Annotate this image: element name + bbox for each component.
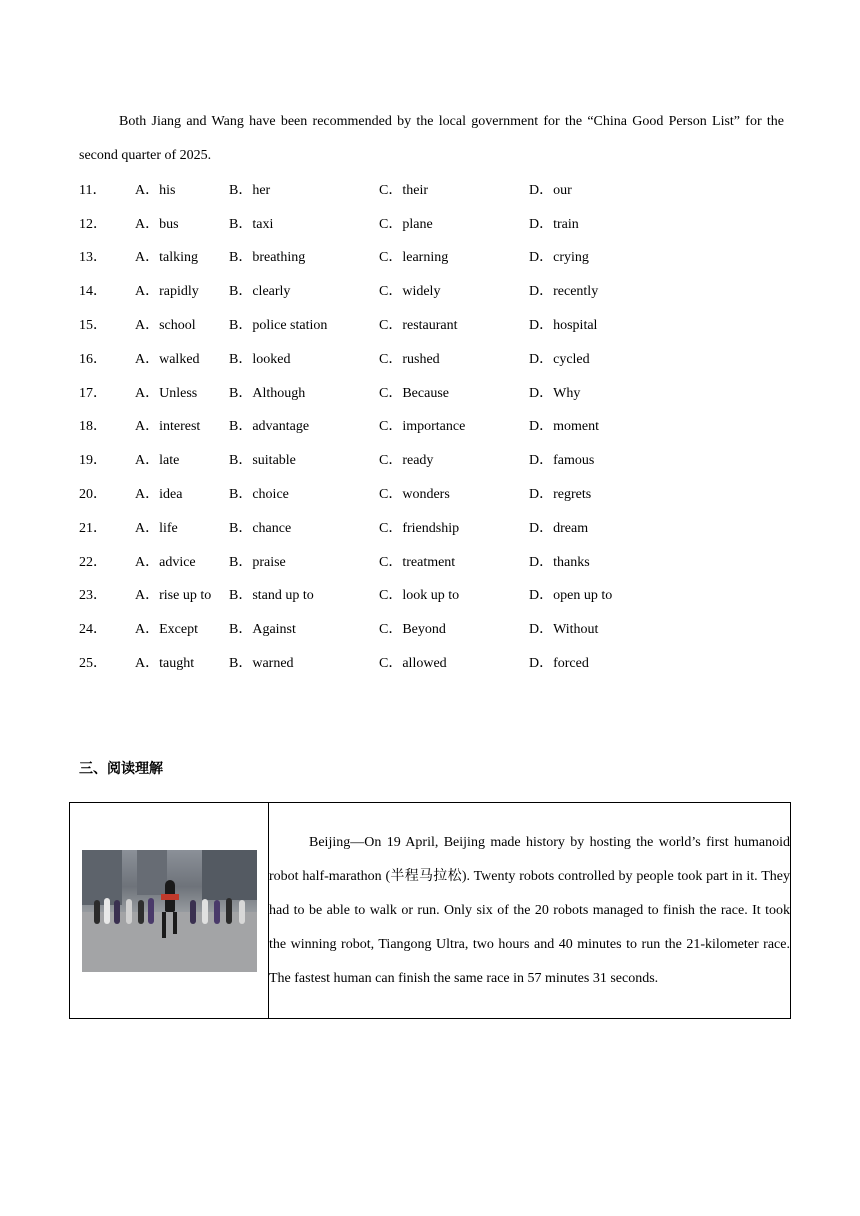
option-c: C．learning [379,250,449,266]
option-b: B．warned [229,656,294,672]
question-row [79,375,779,409]
option-b: B．advantage [229,419,310,435]
option-a: A．taught [135,656,195,672]
option-c: C．wonders [379,487,450,503]
option-b: B．Against [229,622,296,638]
option-a: A．life [135,520,178,536]
option-d: D．train [529,216,579,232]
option-b: B．breathing [229,250,306,266]
reading-passage: Beijing—On 19 April, Beijing made history by hosting the world’s first humanoid robot half-marathon (半程马拉松). Twenty robots controlled by people took part in it. They had to be able to walk or run. Only six of the 20 robots managed to finish the race. It took the winning robot, Tiangong Ultra, two hours and 40 minutes to run the 21-kilometer race. The fastest human can finish the same race in 57 minutes 31 seconds. [269,834,790,986]
option-d: D．open up to [529,588,613,604]
question-number: 11． [79,182,107,198]
option-b: B．taxi [229,216,274,232]
option-d: D．hospital [529,318,598,334]
option-a: A．rise up to [135,588,212,604]
option-a: A．Except [135,622,198,638]
option-d: D．thanks [529,554,590,570]
option-b: B．praise [229,554,286,570]
option-a: A．talking [135,250,198,266]
question-number: 16． [79,351,107,367]
option-b: B．clearly [229,284,291,300]
option-b: B．stand up to [229,588,314,604]
option-a: A．interest [135,419,201,435]
question-row [79,273,779,307]
question-row [79,172,779,206]
question-number: 21． [79,520,107,536]
option-d: D．famous [529,453,595,469]
question-row [79,341,779,375]
question-row [79,611,779,645]
option-b: B．looked [229,351,291,367]
passage-cell [269,803,791,1019]
question-row [79,307,779,341]
question-row [79,544,779,578]
question-row [79,206,779,240]
question-number: 19． [79,453,107,469]
option-a: A．his [135,182,176,198]
option-c: C．Because [379,385,449,401]
option-d: D．forced [529,656,589,672]
question-number: 17． [79,385,107,401]
question-number: 25． [79,656,107,672]
option-d: D．regrets [529,487,592,503]
option-c: C．ready [379,453,434,469]
option-c: C．rushed [379,351,440,367]
question-number: 24． [79,622,107,638]
option-b: B．Although [229,385,306,401]
option-a: A．school [135,318,196,334]
option-c: C．look up to [379,588,460,604]
question-number: 13． [79,250,107,266]
option-d: D．moment [529,419,599,435]
question-row [79,240,779,274]
question-row [79,409,779,443]
option-b: B．her [229,182,271,198]
option-d: D．dream [529,520,589,536]
option-c: C．widely [379,284,441,300]
question-number: 20． [79,487,107,503]
intro-text: Both Jiang and Wang have been recommended by the local government for the “China Good Person List” for the second quarter of 2025. [79,114,784,163]
question-number: 18． [79,419,107,435]
option-c: C．Beyond [379,622,446,638]
question-row [79,476,779,510]
section-title: 三、阅读理解 [79,761,163,777]
option-c: C．plane [379,216,433,232]
question-number: 14． [79,284,107,300]
option-a: A．rapidly [135,284,199,300]
question-row [79,645,779,679]
question-row [79,578,779,612]
option-a: A．advice [135,554,196,570]
option-c: C．importance [379,419,466,435]
option-a: A．late [135,453,180,469]
option-c: C．allowed [379,656,447,672]
question-number: 12． [79,216,107,232]
option-c: C．their [379,182,428,198]
option-b: B．suitable [229,453,296,469]
question-number: 15． [79,318,107,334]
question-list [79,172,779,679]
image-cell [70,803,269,1019]
option-d: D．cycled [529,351,590,367]
option-c: C．friendship [379,520,460,536]
question-number: 23． [79,588,107,604]
option-c: C．treatment [379,554,456,570]
question-row [79,510,779,544]
option-d: D．crying [529,250,589,266]
reading-table [69,802,791,1019]
question-row [79,442,779,476]
option-c: C．restaurant [379,318,458,334]
robot-marathon-photo [82,850,257,972]
option-a: A．walked [135,351,200,367]
question-number: 22． [79,554,107,570]
option-d: D．recently [529,284,599,300]
option-d: D．Without [529,622,599,638]
option-d: D．Why [529,385,581,401]
option-b: B．choice [229,487,289,503]
option-a: A．bus [135,216,179,232]
option-a: A．Unless [135,385,198,401]
option-b: B．police station [229,318,328,334]
intro-paragraph [79,105,784,173]
option-a: A．idea [135,487,183,503]
option-b: B．chance [229,520,292,536]
option-d: D．our [529,182,572,198]
